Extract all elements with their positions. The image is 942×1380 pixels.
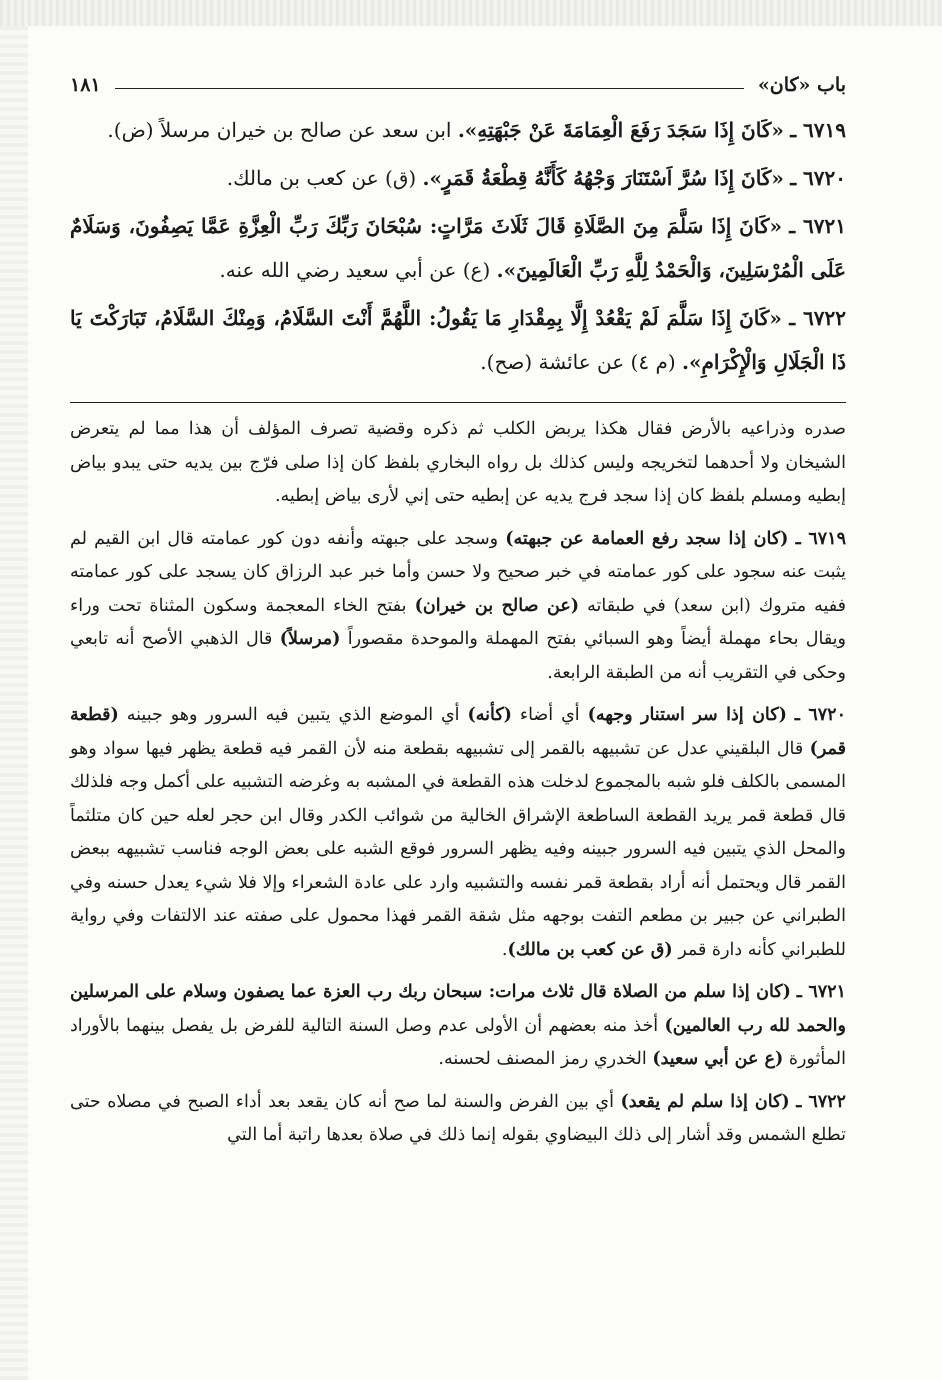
note-text: قال البلقيني عدل عن تشبيهه بالقمر إلى تشبيهه بقطعة منه لأن القمر فيه قطعة يظهر فيها سواد وهو المسمى بالكلف فلو شبه بالمجموع لدخلت هذه القطعة في المشبه به وغرضه التشبيه على أكمل وجه فلذلك قال قطعة قمر يريد القطعة الساطعة الإشراق الخالية من شوائب الكدر وقال ابن حجر لعله حين كان متلثماً والمحل الذي يتبين فيه السرور جبينه وفيه يظهر السرور فوقع الشبه على بعض الوجه فناسب تشبيهه ببعض القمر قال ويحتمل أنه أراد بقطعة قمر نفسه والتشبيه وارد على عادة الشعراء وإلا فلا شيء يعدل حسنه وفي الطبراني عن جبير بن مطعم التفت بوجهه مثل شقة القمر فهذا محمول على صفته عند الالتفات وفي رواية للطبراني كأنه دارة قمر bbox=[70, 738, 846, 960]
note-text: بفتح الخاء المعجمة وسكون المثناة تحت وراء ويقال بحاء مهملة أيضاً وهو السبائي بفتح المهملة والموحدة مقصوراً bbox=[70, 595, 846, 649]
hadith-source: (م ٤) عن عائشة (صح). bbox=[480, 350, 676, 374]
hadith-number: ٦٧١٩ ـ bbox=[790, 118, 846, 142]
hadith-entry bbox=[70, 156, 846, 200]
hadith-matn: «كَانَ إِذَا سَلَّمَ مِنَ الصَّلَاةِ قَالَ ثَلَاثَ مَرَّاتٍ: سُبْحَانَ رَبِّكَ رَبِّ الْعِزَّةِ عَمَّا يَصِفُونَ، وَسَلَامٌ عَلَى الْمُرْسَلِينَ، وَالْحَمْدُ لِلَّهِ رَبِّ الْعَالَمِينَ». bbox=[70, 214, 846, 282]
commentary bbox=[70, 413, 846, 1153]
quoted-text: (ع عن أبي سعيد) bbox=[652, 1049, 784, 1069]
note-text: أي أضاء bbox=[511, 705, 588, 725]
note-text: الخدري رمز المصنف لحسنه. bbox=[438, 1049, 653, 1069]
note-text: (ابن سعد) bbox=[673, 595, 751, 616]
quoted-text: (عن صالح بن خيران) bbox=[414, 595, 580, 616]
commentary-intro: صدره وذراعيه بالأرض فقال هكذا يربض الكلب ثم ذكره وقضية تصرف المؤلف أن هذا مما لم يتعرض الشيخان ولا أحدهما لتخريجه وليس كذلك بل رواه البخاري بلفظ كان إذا صلى فرّج بين يديه حتى يبدو بياض إبطيه ومسلم بلفظ كان إذا سجد فرج يديه عن إبطيه حتى إني لأرى بياض إبطيه. bbox=[70, 419, 846, 506]
hadith-entry bbox=[70, 204, 846, 292]
quoted-text: (كأنه) bbox=[467, 705, 512, 725]
hadith-matn: «كَانَ إِذَا سَجَدَ رَفَعَ الْعِمَامَةَ عَنْ جَبْهَتِهِ». bbox=[457, 118, 784, 142]
note-text: . bbox=[501, 939, 508, 960]
hadith-number: ٦٧٢١ ـ bbox=[789, 214, 846, 238]
quoted-text: (كان إذا سر استنار وجهه) bbox=[587, 705, 787, 725]
quoted-text: (قطعة قمر) bbox=[70, 705, 846, 759]
commentary-6720 bbox=[70, 699, 846, 967]
commentary-6719 bbox=[70, 523, 846, 691]
hadith-matn: «كَانَ إِذَا سَلَّمَ لَمْ يَقْعُدْ إِلَّا بِمِقْدَارِ مَا يَقُولُ: اللَّهُمَّ أَنْتَ السَّلَامُ، وَمِنْكَ السَّلَامُ، تَبَارَكْتَ يَا ذَا الْجَلَالِ وَالْإِكْرَامِ». bbox=[70, 306, 846, 374]
note-text: قال الذهبي الأصح أنه تابعي وحكى في التقريب أنه من الطبقة الرابعة. bbox=[70, 629, 846, 683]
quoted-text: (مرسلاً) bbox=[279, 629, 341, 649]
footnote-divider bbox=[70, 402, 846, 403]
hadith-number: ٦٧٢٢ ـ bbox=[789, 306, 846, 330]
hadith-entry bbox=[70, 296, 846, 384]
page-header bbox=[70, 60, 846, 96]
note-number: ٦٧٢٠ ـ bbox=[794, 705, 846, 725]
scan-edge-left bbox=[0, 26, 28, 1380]
hadith-text bbox=[70, 108, 846, 384]
chapter-title: باب «كان» bbox=[757, 74, 846, 96]
scan-edge-top bbox=[0, 0, 942, 26]
quoted-text: (كان إذا سلم من الصلاة قال ثلاث مرات: سبحان ربك رب العزة عما يصفون وسلام على المرسلين والحمد لله رب العالمين) bbox=[70, 982, 846, 1036]
note-number: ٦٧١٩ ـ bbox=[795, 528, 846, 549]
note-text: في طبقاته bbox=[579, 595, 674, 616]
hadith-source: ابن سعد عن صالح بن خيران مرسلاً (ض). bbox=[107, 118, 452, 142]
note-text: أي الموضع الذي يتبين فيه السرور وهو جبينه bbox=[118, 705, 468, 725]
note-text: وسجد على جبهته وأنفه دون كور عمامته قال ابن القيم لم يثبت عنه سجود على كور عمامته في خبر صحيح ولا حسن وأما خبر عبد الرزاق كان يسجد على كور عمامته ففيه متروك bbox=[70, 528, 846, 616]
note-text: أي بين الفرض والسنة لما صح أنه كان يقعد بعد أداء الصبح في مصلاه حتى تطلع الشمس وقد أشار إلى ذلك البيضاوي بقوله إنما ذلك في صلاة بعدها راتبة أما التي bbox=[70, 1091, 846, 1145]
note-number: ٦٧٢٢ ـ bbox=[796, 1091, 846, 1112]
note-number: ٦٧٢١ ـ bbox=[796, 982, 846, 1002]
quoted-text: (كان إذا سلم لم يقعد) bbox=[620, 1091, 790, 1112]
hadith-source: (ع) عن أبي سعيد رضي الله عنه. bbox=[219, 258, 491, 282]
hadith-matn: «كَانَ إِذَا سُرَّ اَسْتَنَارَ وَجْهُهُ كَأَنَّهُ قِطْعَةُ قَمَرٍ». bbox=[422, 166, 784, 190]
book-page bbox=[70, 60, 846, 1350]
commentary-6722 bbox=[70, 1086, 846, 1153]
commentary-6721 bbox=[70, 976, 846, 1077]
hadith-entry bbox=[70, 108, 846, 152]
page-number: ١٨١ bbox=[70, 74, 101, 96]
quoted-text: (ق عن كعب بن مالك) bbox=[507, 939, 673, 960]
hadith-source: (ق) عن كعب بن مالك. bbox=[226, 166, 417, 190]
header-rule bbox=[115, 88, 744, 89]
hadith-number: ٦٧٢٠ ـ bbox=[790, 166, 846, 190]
quoted-text: (كان إذا سجد رفع العمامة عن جبهته) bbox=[505, 528, 789, 549]
note-text: أخذ منه بعضهم أن الأولى عدم وصل السنة التالية للفرض بل يفصل بينهما بالأوراد المأثورة bbox=[70, 1015, 846, 1069]
